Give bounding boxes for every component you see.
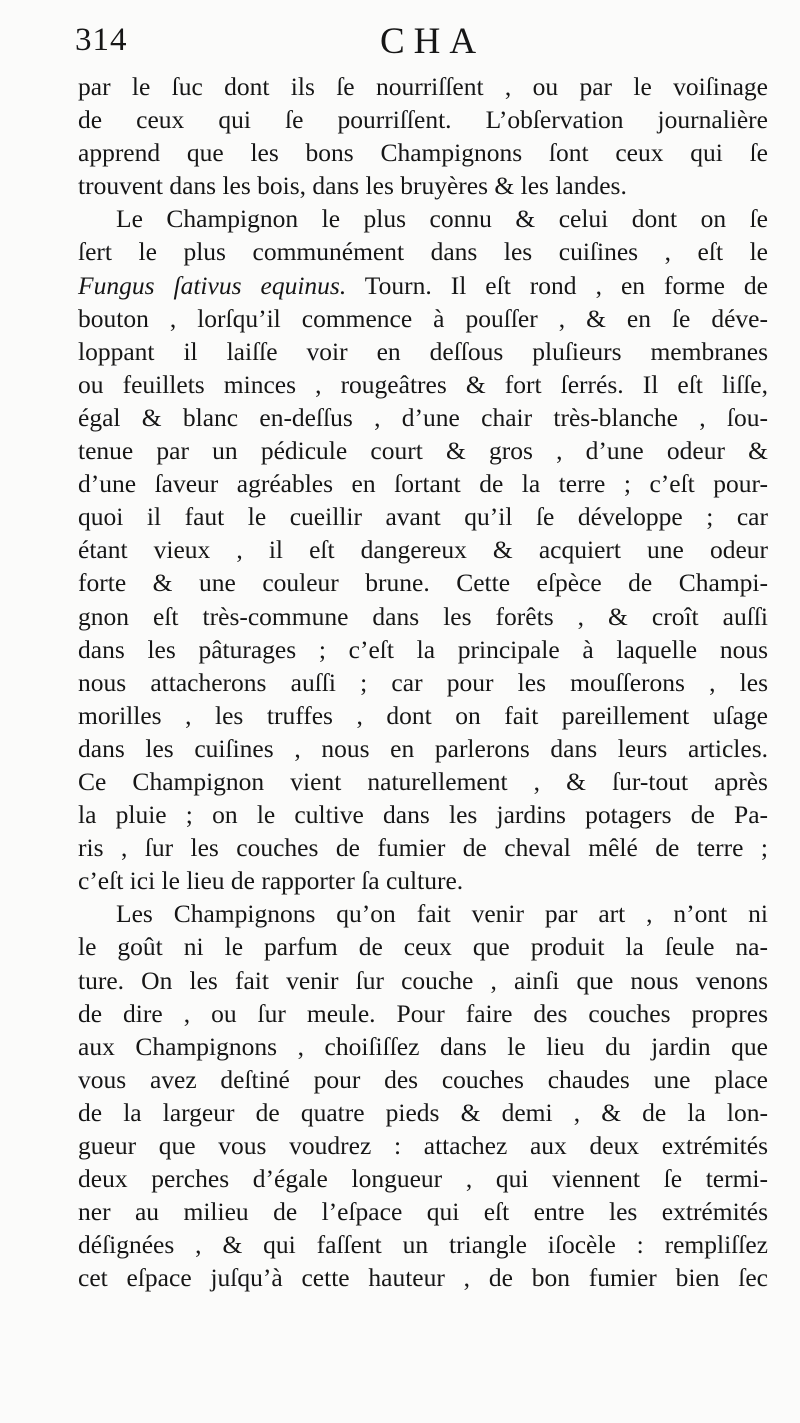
text-line: trouvent dans les bois, dans les bruyères & les landes.	[78, 171, 627, 201]
text-line: égal & blanc en-deſſus , d’une chair très-blanche , ſou-	[78, 402, 768, 432]
text-line: vous avez deſtiné pour des couches chaudes une place	[78, 1064, 768, 1094]
text-line: dans les cuiſines , nous en parlerons dans leurs articles.	[78, 733, 768, 763]
text-line: étant vieux , il eſt dangereux & acquiert une odeur	[78, 535, 768, 565]
text-line: le goût ni le parfum de ceux que produit la ſeule na-	[78, 932, 768, 962]
body-text	[78, 70, 768, 1294]
text-line: morilles , les truffes , dont on fait pareillement uſage	[78, 700, 768, 730]
text-line: la pluie ; on le cultive dans les jardins potagers de Pa-	[78, 800, 768, 830]
text-line: quoi il faut le cueillir avant qu’il ſe développe ; car	[78, 502, 768, 532]
text-line: nous attacherons auſſi ; car pour les mouſſerons , les	[78, 667, 768, 697]
text-line: Ce Champignon vient naturellement , & ſur-tout après	[78, 766, 768, 796]
page-header	[0, 18, 800, 68]
text-line: par le ſuc dont ils ſe nourriſſent , ou par le voiſinage	[78, 72, 768, 101]
text-line: ner au milieu de l’eſpace qui eſt entre les extrémités	[78, 1197, 768, 1227]
text-line: de la largeur de quatre pieds & demi , & de la lon-	[78, 1097, 768, 1127]
paragraph-start-line: Les Champignons qu’on fait venir par art , n’ont ni	[116, 899, 768, 929]
text-line: dans les pâturages ; c’eſt la principale à laquelle nous	[78, 634, 768, 664]
text-line: gueur que vous voudrez : attachez aux deux extrémités	[78, 1131, 768, 1160]
text-line: deux perches d’égale longueur , qui viennent ſe termi-	[78, 1164, 768, 1194]
text-line: loppant il laiſſe voir en deſſous pluſieurs membranes	[78, 336, 768, 366]
text-line: c’eſt ici le lieu de rapporter ſa culture.	[78, 866, 464, 896]
text-line: tenue par un pédicule court & gros , d’une odeur &	[78, 436, 768, 466]
page-number: 314	[75, 22, 128, 58]
text-line: ſert le plus communément dans les cuiſines , eſt le	[78, 237, 768, 267]
text-line: gnon eſt très-commune dans les forêts , & croît auſſi	[78, 601, 768, 631]
text-line	[78, 269, 768, 302]
text-line: d’une ſaveur agréables en ſortant de la terre ; c’eſt pour-	[78, 469, 768, 499]
text-line: de dire , ou ſur meule. Pour faire des couches propres	[78, 998, 768, 1028]
text-line: ris , ſur les couches de fumier de cheval mêlé de terre ;	[78, 833, 768, 863]
text-line: forte & une couleur brune. Cette eſpèce de Champi-	[78, 568, 768, 598]
text-line: aux Champignons , choiſiſſez dans le lieu du jardin que	[78, 1031, 768, 1061]
paragraph-start-line: Le Champignon le plus connu & celui dont on ſe	[116, 204, 768, 234]
text-line: bouton , lorſqu’il commence à pouſſer , & en ſe déve-	[78, 303, 768, 333]
text-line: ture. On les fait venir ſur couche , ainſi que nous venons	[78, 965, 768, 995]
text-line: ou feuillets minces , rougeâtres & fort ſerrés. Il eſt liſſe,	[78, 369, 768, 399]
text-line: apprend que les bons Champignons ſont ceux qui ſe	[78, 138, 768, 168]
text-line: déſignées , & qui faſſent un triangle iſocèle : rempliſſez	[78, 1230, 768, 1260]
text-line: cet eſpace juſqu’à cette hauteur , de bon fumier bien ſec	[78, 1263, 768, 1293]
text-line-rest: Tourn. Il eſt rond , en forme de	[364, 270, 769, 300]
species-name: Fungus ſativus equinus.	[78, 270, 347, 300]
running-head: CHA	[380, 21, 486, 62]
text-line: de ceux qui ſe pourriſſent. L’obſervation journalière	[78, 105, 768, 135]
